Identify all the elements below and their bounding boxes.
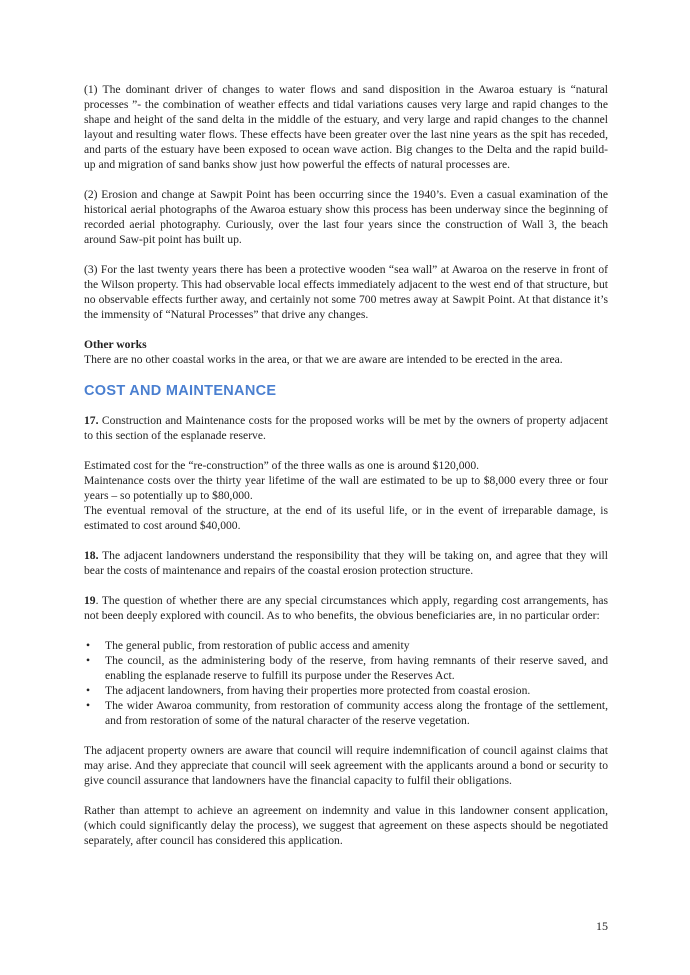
beneficiaries-list <box>84 638 608 728</box>
list-item: • The wider Awaroa community, from restoration of community access along the frontage of the settlement, and from restoration of some of the natural character of the reserve vegetation. <box>86 699 608 727</box>
page-number: 15 <box>596 919 608 933</box>
cost-estimate-reconstruction: Estimated cost for the “re-construction” of the three walls as one is around $120,000. <box>84 459 480 472</box>
item-19 <box>84 593 608 623</box>
bullet-icon: • <box>86 699 91 712</box>
bullet-icon: • <box>86 684 91 697</box>
bullet-icon: • <box>86 654 91 667</box>
paragraph-sea-wall: (3) For the last twenty years there has been a protective wooden “sea wall” at Awaroa on the reserve in front of the Wilson property. This had observable local effects immediately adjacent to the west end of that structure, but no observable effects further away, and certainly not some 700 metres away at Sawpit Point. At that distance it’s the immensity of “Natural Processes” that drive any changes. <box>84 263 608 321</box>
item-18-text: The adjacent landowners understand the responsibility that they will be taking on, and agree that they will bear the costs of maintenance and repairs of the coastal erosion protection structure. <box>84 549 608 577</box>
item-19-number: 19 <box>84 594 96 607</box>
item-17 <box>84 413 608 443</box>
list-item: • The general public, from restoration of public access and amenity <box>86 639 410 652</box>
paragraph-separate-agreement: Rather than attempt to achieve an agreement on indemnity and value in this landowner consent application, (which could significantly delay the process), we suggest that agreement on these aspects should be negotiated separately, after council has considered this application. <box>84 804 608 847</box>
cost-estimate-maintenance: Maintenance costs over the thirty year lifetime of the wall are estimated to be up to $8,000 every three or four years – so potentially up to $80,000. <box>84 474 608 502</box>
item-17-number: 17. <box>84 414 99 427</box>
paragraph-indemnification: The adjacent property owners are aware that council will require indemnification of council against claims that may arise. And they appreciate that council will seek agreement with the applicants around a bond or security to give council assurance that landowners have the financial capacity to fulfil their obligations. <box>84 744 608 787</box>
item-18 <box>84 548 608 578</box>
other-works-text: There are no other coastal works in the area, or that we are aware are intended to be erected in the area. <box>84 353 563 366</box>
item-19-text: . The question of whether there are any special circumstances which apply, regarding cost arrangements, has not been deeply explored with council. As to who benefits, the obvious beneficiaries are, in no particular order: <box>84 594 608 622</box>
paragraph-sawpit-erosion: (2) Erosion and change at Sawpit Point has been occurring since the 1940’s. Even a casual examination of the historical aerial photographs of the Awaroa estuary show this process has been underway since the beginning of recorded aerial photography. Curiously, over the last four years since the construction of Wall 3, the beach around Saw-pit point has built up. <box>84 188 608 246</box>
section-heading-cost-maintenance: COST AND MAINTENANCE <box>84 383 277 399</box>
bullet-icon: • <box>86 639 91 652</box>
other-works-heading: Other works <box>84 338 147 351</box>
item-17-text: Construction and Maintenance costs for the proposed works will be met by the owners of property adjacent to this section of the esplanade reserve. <box>84 414 608 442</box>
list-item: • The council, as the administering body of the reserve, from having remnants of their reserve saved, and enabling the esplanade reserve to fulfill its purpose under the Reserves Act. <box>86 654 608 682</box>
list-item: • The adjacent landowners, from having their properties more protected from coastal erosion. <box>86 684 531 697</box>
paragraph-natural-processes: (1) The dominant driver of changes to water flows and sand disposition in the Awaroa estuary is “natural processes ”- the combination of weather effects and tidal variations causes very large and rapid changes to the shape and height of the sand delta in the middle of the estuary, and very large and rapid changes to the channel layout and resulting water flows. These effects have been greater over the last nine years as the spit has receded, and parts of the estuary have been exposed to ocean wave action. Big changes to the Delta and the rapid build-up and migration of sand banks show just how powerful the effects of natural processes are. <box>84 83 608 171</box>
cost-estimate-removal: The eventual removal of the structure, at the end of its useful life, or in the event of irreparable damage, is estimated to cost around $40,000. <box>84 504 608 532</box>
item-18-number: 18. <box>84 549 99 562</box>
